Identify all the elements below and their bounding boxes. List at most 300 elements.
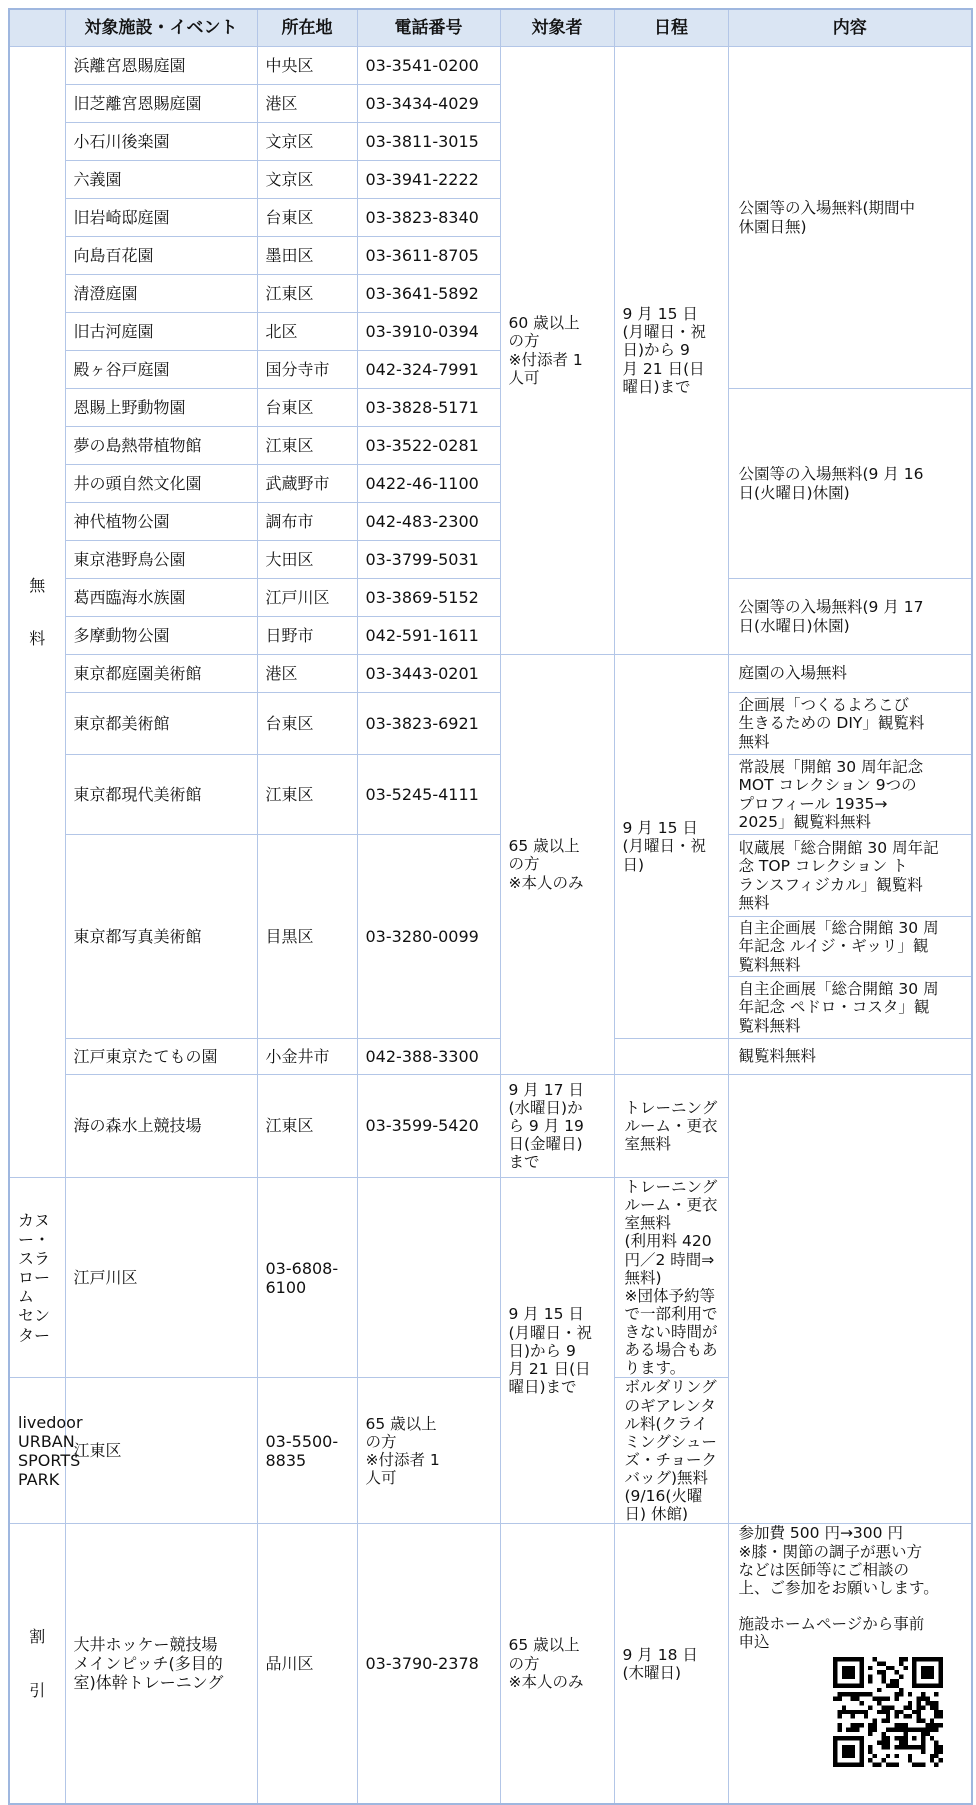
facility-location: 江東区 <box>257 755 357 835</box>
facility-location: 江東区 <box>65 1378 257 1524</box>
qr-module <box>837 1714 841 1718</box>
qr-module <box>899 1710 903 1714</box>
qr-module <box>925 1723 929 1727</box>
content-detail: 公園等の入場無料(9 月 17 日(水曜日)休園) <box>728 579 972 655</box>
qr-module <box>907 1692 911 1696</box>
content-detail: トレーニングルーム・更衣 室無料 <box>614 1075 728 1178</box>
qr-module <box>929 1723 933 1727</box>
qr-module <box>890 1706 894 1710</box>
qr-module <box>912 1763 916 1767</box>
facility-phone: 03-3869-5152 <box>357 579 500 617</box>
qr-module <box>872 1763 876 1767</box>
qr-module <box>929 1719 933 1723</box>
facility-name: 旧岩崎邸庭園 <box>65 199 257 237</box>
schedule-date-empty <box>614 1039 728 1075</box>
qr-module <box>877 1670 881 1674</box>
qr-module <box>921 1706 925 1710</box>
table-row <box>9 755 972 835</box>
qr-module <box>846 1710 850 1714</box>
qr-module <box>890 1728 894 1732</box>
qr-module <box>929 1701 933 1705</box>
qr-module <box>859 1723 863 1727</box>
qr-module <box>934 1728 938 1732</box>
qr-module <box>938 1723 942 1727</box>
facility-location: 国分寺市 <box>257 351 357 389</box>
qr-module <box>877 1710 881 1714</box>
header-location: 所在地 <box>257 9 357 47</box>
qr-module <box>894 1684 898 1688</box>
facility-phone: 0422-46-1100 <box>357 465 500 503</box>
qr-module <box>885 1741 889 1745</box>
qr-module <box>907 1706 911 1710</box>
qr-module <box>872 1719 876 1723</box>
qr-module <box>916 1697 920 1701</box>
facility-phone: 042-483-2300 <box>357 503 500 541</box>
qr-module <box>868 1758 872 1762</box>
qr-module <box>921 1750 925 1754</box>
qr-module <box>868 1750 872 1754</box>
facility-location: 大田区 <box>257 541 357 579</box>
qr-module <box>934 1741 938 1745</box>
qr-module <box>899 1688 903 1692</box>
qr-module <box>850 1723 854 1727</box>
qr-module <box>868 1723 872 1727</box>
qr-module <box>885 1666 889 1670</box>
facility-phone: 03-3941-2222 <box>357 161 500 199</box>
qr-module <box>872 1657 876 1661</box>
schedule-date: 9 月 15 日 (月曜日・祝 日)から 9 月 21 日(日 曜日)まで <box>614 47 728 655</box>
qr-module <box>912 1736 916 1740</box>
facility-phone: 03-3434-4029 <box>357 85 500 123</box>
qr-module <box>894 1723 898 1727</box>
facility-name: 清澄庭園 <box>65 275 257 313</box>
qr-module <box>850 1697 854 1701</box>
facility-phone: 042-591-1611 <box>357 617 500 655</box>
qr-module <box>916 1714 920 1718</box>
qr-module <box>885 1706 889 1710</box>
qr-module <box>850 1710 854 1714</box>
content-detail: 公園等の入場無料(9 月 16 日(火曜日)休園) <box>728 389 972 579</box>
facility-phone: 03-6808-6100 <box>257 1178 357 1378</box>
qr-module <box>894 1697 898 1701</box>
qr-module <box>868 1732 872 1736</box>
qr-module <box>907 1758 911 1762</box>
facility-location: 北区 <box>257 313 357 351</box>
facility-phone: 03-3280-0099 <box>357 835 500 1039</box>
qr-module <box>872 1728 876 1732</box>
facility-name: 東京都美術館 <box>65 693 257 755</box>
qr-module <box>916 1706 920 1710</box>
content-detail: 自主企画展「総合開館 30 周 年記念 ペドロ・コスタ」観 覧料無料 <box>728 977 972 1039</box>
qr-module <box>885 1754 889 1758</box>
content-detail: 自主企画展「総合開館 30 周 年記念 ルイジ・ギッリ」観 覧料無料 <box>728 917 972 977</box>
facility-name: 葛西臨海水族園 <box>65 579 257 617</box>
facility-location: 小金井市 <box>257 1039 357 1075</box>
qr-module <box>877 1701 881 1705</box>
category-discount <box>9 1524 65 1804</box>
qr-module <box>877 1763 881 1767</box>
header-content: 内容 <box>728 9 972 47</box>
table-row <box>9 1075 972 1178</box>
qr-module <box>863 1710 867 1714</box>
qr-module <box>921 1666 934 1679</box>
qr-module <box>907 1714 911 1718</box>
target-group-empty <box>357 1178 500 1378</box>
qr-module <box>855 1710 859 1714</box>
facility-name: 海の森水上競技場 <box>65 1075 257 1178</box>
qr-module <box>863 1692 867 1696</box>
facility-phone: 03-3823-6921 <box>357 693 500 755</box>
facility-location: 日野市 <box>257 617 357 655</box>
content-detail: 公園等の入場無料(期間中 休園日無) <box>728 47 972 389</box>
content-detail: 観覧料無料 <box>728 1039 972 1075</box>
facility-location: 武蔵野市 <box>257 465 357 503</box>
qr-module <box>938 1710 942 1714</box>
qr-module <box>881 1679 885 1683</box>
schedule-date: 9 月 15 日 (月曜日・祝 日)から 9 月 21 日(日 曜日)まで <box>500 1178 614 1524</box>
facility-location: 江戸川区 <box>65 1178 257 1378</box>
content-detail: 常設展「開館 30 周年記念 MOT コレクション 9つの プロフィール 1935→ 2025」観覧料無料 <box>728 755 972 835</box>
facility-name: livedoor URBAN SPORTS PARK <box>9 1378 65 1524</box>
facility-phone: 03-5245-4111 <box>357 755 500 835</box>
qr-module <box>841 1666 854 1679</box>
qr-module <box>885 1736 889 1740</box>
qr-module <box>903 1657 907 1661</box>
qr-module <box>885 1684 889 1688</box>
facility-location: 台東区 <box>257 693 357 755</box>
facility-name: 多摩動物公園 <box>65 617 257 655</box>
qr-module <box>921 1692 925 1696</box>
qr-module <box>881 1745 885 1749</box>
qr-module <box>833 1697 837 1701</box>
qr-module <box>934 1763 938 1767</box>
header-date: 日程 <box>614 9 728 47</box>
qr-module <box>868 1692 872 1696</box>
qr-module <box>929 1736 933 1740</box>
facility-name: 東京都庭園美術館 <box>65 655 257 693</box>
facility-location: 江戸川区 <box>257 579 357 617</box>
facility-phone: 03-3443-0201 <box>357 655 500 693</box>
qr-module <box>850 1714 854 1718</box>
qr-module <box>916 1701 920 1705</box>
qr-module <box>868 1745 872 1749</box>
qr-module <box>899 1741 903 1745</box>
schedule-date: 9 月 18 日 (木曜日) <box>614 1524 728 1804</box>
table-row <box>9 835 972 917</box>
schedule-table-wrapper <box>8 8 973 1805</box>
qr-module <box>899 1675 903 1679</box>
qr-module <box>841 1706 845 1710</box>
qr-module <box>859 1692 863 1696</box>
qr-module <box>881 1706 885 1710</box>
category-discount-char-2: 引 <box>29 1680 46 1700</box>
qr-module <box>877 1697 881 1701</box>
qr-module <box>894 1670 898 1674</box>
qr-module <box>868 1666 872 1670</box>
qr-module <box>934 1710 938 1714</box>
facility-phone: 03-3522-0281 <box>357 427 500 465</box>
qr-module <box>894 1679 898 1683</box>
facility-phone: 042-388-3300 <box>357 1039 500 1075</box>
qr-module <box>925 1732 929 1736</box>
table-row <box>9 1378 972 1524</box>
qr-module <box>859 1710 863 1714</box>
qr-module <box>916 1719 920 1723</box>
content-detail: 庭園の入場無料 <box>728 655 972 693</box>
qr-module <box>846 1728 850 1732</box>
facility-phone: 03-3790-2378 <box>357 1524 500 1804</box>
table-row <box>9 579 972 617</box>
facility-name: 江戸東京たてもの園 <box>65 1039 257 1075</box>
facility-phone: 03-3541-0200 <box>357 47 500 85</box>
facility-name: 殿ヶ谷戸庭園 <box>65 351 257 389</box>
qr-module <box>885 1697 889 1701</box>
facility-name: 夢の島熱帯植物館 <box>65 427 257 465</box>
qr-module <box>881 1719 885 1723</box>
qr-module <box>899 1657 903 1661</box>
qr-module <box>907 1754 911 1758</box>
table-row <box>9 1039 972 1075</box>
table-row <box>9 655 972 693</box>
qr-module <box>894 1736 898 1740</box>
qr-module <box>938 1750 942 1754</box>
header-phone: 電話番号 <box>357 9 500 47</box>
content-detail-cell <box>728 1524 972 1804</box>
facility-name: 東京都現代美術館 <box>65 755 257 835</box>
qr-module <box>890 1763 894 1767</box>
qr-module <box>846 1692 850 1696</box>
qr-module <box>899 1736 903 1740</box>
qr-module <box>885 1714 889 1718</box>
table-row <box>9 1524 972 1804</box>
facility-name: 大井ホッケー競技場 メインピッチ(多目的 室)体幹トレーニング <box>65 1524 257 1804</box>
qr-module <box>894 1692 898 1696</box>
qr-module <box>921 1763 925 1767</box>
qr-module <box>929 1754 933 1758</box>
target-group: 60 歳以上 の方 ※付添者 1 人可 <box>500 47 614 655</box>
qr-module <box>837 1728 841 1732</box>
qr-module <box>841 1692 845 1696</box>
category-free <box>9 47 65 1178</box>
qr-module <box>868 1706 872 1710</box>
qr-module <box>929 1728 933 1732</box>
qr-module <box>934 1745 938 1749</box>
qr-module <box>916 1710 920 1714</box>
qr-module <box>890 1684 894 1688</box>
qr-module <box>934 1723 938 1727</box>
qr-module <box>877 1741 881 1745</box>
content-detail: ボルダリングのギアレンタ ル料(クライミングシュー ズ・チョークバッグ)無料 (9/16(火曜日) 休館) <box>614 1378 728 1524</box>
qr-module <box>877 1688 881 1692</box>
qr-module <box>841 1710 845 1714</box>
facility-phone: 03-3811-3015 <box>357 123 500 161</box>
facility-name: 旧古河庭園 <box>65 313 257 351</box>
qr-module <box>929 1706 933 1710</box>
qr-module <box>894 1754 898 1758</box>
qr-module <box>881 1741 885 1745</box>
facility-name: 小石川後楽園 <box>65 123 257 161</box>
header-row <box>9 9 972 47</box>
facility-name: 向島百花園 <box>65 237 257 275</box>
qr-module <box>934 1701 938 1705</box>
facility-name: 神代植物公園 <box>65 503 257 541</box>
qr-module <box>925 1697 929 1701</box>
qr-module <box>881 1662 885 1666</box>
facility-phone: 03-5500-8835 <box>257 1378 357 1524</box>
header-target: 対象者 <box>500 9 614 47</box>
target-group: 65 歳以上 の方 ※本人のみ <box>500 655 614 1075</box>
qr-module <box>938 1745 942 1749</box>
facility-phone: 042-324-7991 <box>357 351 500 389</box>
table-row <box>9 47 972 85</box>
facility-name: 東京都写真美術館 <box>65 835 257 1039</box>
qr-module <box>881 1758 885 1762</box>
qr-code-icon[interactable] <box>833 1657 943 1767</box>
qr-module <box>872 1723 876 1727</box>
facility-location: 江東区 <box>257 427 357 465</box>
qr-module <box>855 1697 859 1701</box>
qr-module <box>881 1675 885 1679</box>
content-detail: 収蔵展「総合開館 30 周年記 念 TOP コレクション ト ランスフィジカル」観覧料 無料 <box>728 835 972 917</box>
facility-location: 江東区 <box>257 275 357 313</box>
qr-module <box>850 1728 854 1732</box>
qr-module <box>921 1697 925 1701</box>
facility-location: 江東区 <box>257 1075 357 1178</box>
facility-name: 旧芝離宮恩賜庭園 <box>65 85 257 123</box>
qr-module <box>868 1675 872 1679</box>
qr-module <box>868 1728 872 1732</box>
qr-module <box>921 1719 925 1723</box>
content-detail: 参加費 500 円→300 円 ※膝・関節の調子が悪い方 などは医師等にご相談の 上、ご参加をお願いします。 施設ホームページから事前 申込 <box>738 1524 939 1652</box>
qr-module <box>859 1701 863 1705</box>
facility-name: 井の頭自然文化園 <box>65 465 257 503</box>
facility-location: 台東区 <box>257 389 357 427</box>
target-group: 65 歳以上 の方 ※本人のみ <box>500 1524 614 1804</box>
header-facility: 対象施設・イベント <box>65 9 257 47</box>
qr-module <box>894 1714 898 1718</box>
qr-module <box>872 1697 876 1701</box>
qr-module <box>855 1692 859 1696</box>
qr-module <box>916 1763 920 1767</box>
qr-module <box>885 1745 889 1749</box>
facility-name: カヌー・スラローム センター <box>9 1178 65 1378</box>
facility-phone: 03-3910-0394 <box>357 313 500 351</box>
qr-module <box>890 1666 894 1670</box>
qr-module <box>934 1714 938 1718</box>
qr-module <box>885 1728 889 1732</box>
facility-location: 港区 <box>257 655 357 693</box>
qr-module <box>837 1697 841 1701</box>
facility-location: 調布市 <box>257 503 357 541</box>
content-detail: トレーニングルーム・更衣 室無料 (利用料 420 円／2 時間⇒ 無料) ※団体予約等で一部利用で きない時間がある場合もあ ります。 <box>614 1178 728 1378</box>
schedule-date: 9 月 15 日 (月曜日・祝 日) <box>614 655 728 1039</box>
event-table <box>8 8 973 1805</box>
qr-module <box>894 1745 898 1749</box>
table-row <box>9 693 972 755</box>
qr-module <box>881 1697 885 1701</box>
qr-module <box>903 1723 907 1727</box>
qr-module <box>881 1670 885 1674</box>
qr-module <box>885 1719 889 1723</box>
schedule-date: 9 月 17 日 (水曜日)か ら 9 月 19 日(金曜日) まで <box>500 1075 614 1178</box>
qr-module <box>899 1692 903 1696</box>
qr-module <box>925 1701 929 1705</box>
qr-module <box>934 1754 938 1758</box>
qr-module <box>907 1701 911 1705</box>
target-group: 65 歳以上 の方 ※付添者 1 人可 <box>357 1378 500 1524</box>
table-row <box>9 389 972 427</box>
qr-module <box>837 1692 841 1696</box>
qr-module <box>938 1714 942 1718</box>
qr-module <box>899 1728 903 1732</box>
qr-module <box>934 1706 938 1710</box>
qr-module <box>934 1750 938 1754</box>
qr-module <box>855 1723 859 1727</box>
facility-location: 墨田区 <box>257 237 357 275</box>
qr-module <box>934 1692 938 1696</box>
qr-module <box>837 1710 841 1714</box>
table-row <box>9 1178 972 1378</box>
facility-location: 文京区 <box>257 123 357 161</box>
qr-module <box>877 1662 881 1666</box>
qr-module <box>938 1758 942 1762</box>
facility-phone: 03-3611-8705 <box>357 237 500 275</box>
category-free-char-1: 無 <box>29 575 46 595</box>
qr-module <box>841 1745 854 1758</box>
facility-location: 台東区 <box>257 199 357 237</box>
qr-module <box>881 1710 885 1714</box>
qr-module <box>850 1692 854 1696</box>
qr-module <box>837 1723 841 1727</box>
qr-module <box>912 1710 916 1714</box>
qr-module <box>885 1710 889 1714</box>
qr-module <box>925 1728 929 1732</box>
category-free-char-2: 料 <box>29 629 46 648</box>
facility-phone: 03-3641-5892 <box>357 275 500 313</box>
qr-module <box>903 1706 907 1710</box>
facility-location: 中央区 <box>257 47 357 85</box>
qr-module <box>881 1732 885 1736</box>
qr-module <box>885 1763 889 1767</box>
header-category <box>9 9 65 47</box>
qr-module <box>899 1723 903 1727</box>
qr-module <box>855 1728 859 1732</box>
facility-phone: 03-3599-5420 <box>357 1075 500 1178</box>
facility-location: 港区 <box>257 85 357 123</box>
content-detail: 企画展「つくるよろこび 生きるための DIY」観覧料 無料 <box>728 693 972 755</box>
facility-location: 目黒区 <box>257 835 357 1039</box>
facility-name: 恩賜上野動物園 <box>65 389 257 427</box>
category-discount-char-1: 割 <box>29 1627 46 1647</box>
qr-module <box>929 1758 933 1762</box>
qr-module <box>903 1666 907 1670</box>
qr-module <box>863 1714 867 1718</box>
qr-module <box>903 1714 907 1718</box>
qr-module <box>894 1710 898 1714</box>
facility-phone: 03-3823-8340 <box>357 199 500 237</box>
facility-phone: 03-3799-5031 <box>357 541 500 579</box>
qr-module <box>899 1745 903 1749</box>
qr-module <box>899 1662 903 1666</box>
facility-location: 品川区 <box>257 1524 357 1804</box>
qr-module <box>894 1728 898 1732</box>
facility-phone: 03-3828-5171 <box>357 389 500 427</box>
qr-module <box>868 1679 872 1683</box>
facility-name: 浜離宮恩賜庭園 <box>65 47 257 85</box>
qr-module <box>890 1679 894 1683</box>
facility-name: 六義園 <box>65 161 257 199</box>
qr-module <box>881 1736 885 1740</box>
